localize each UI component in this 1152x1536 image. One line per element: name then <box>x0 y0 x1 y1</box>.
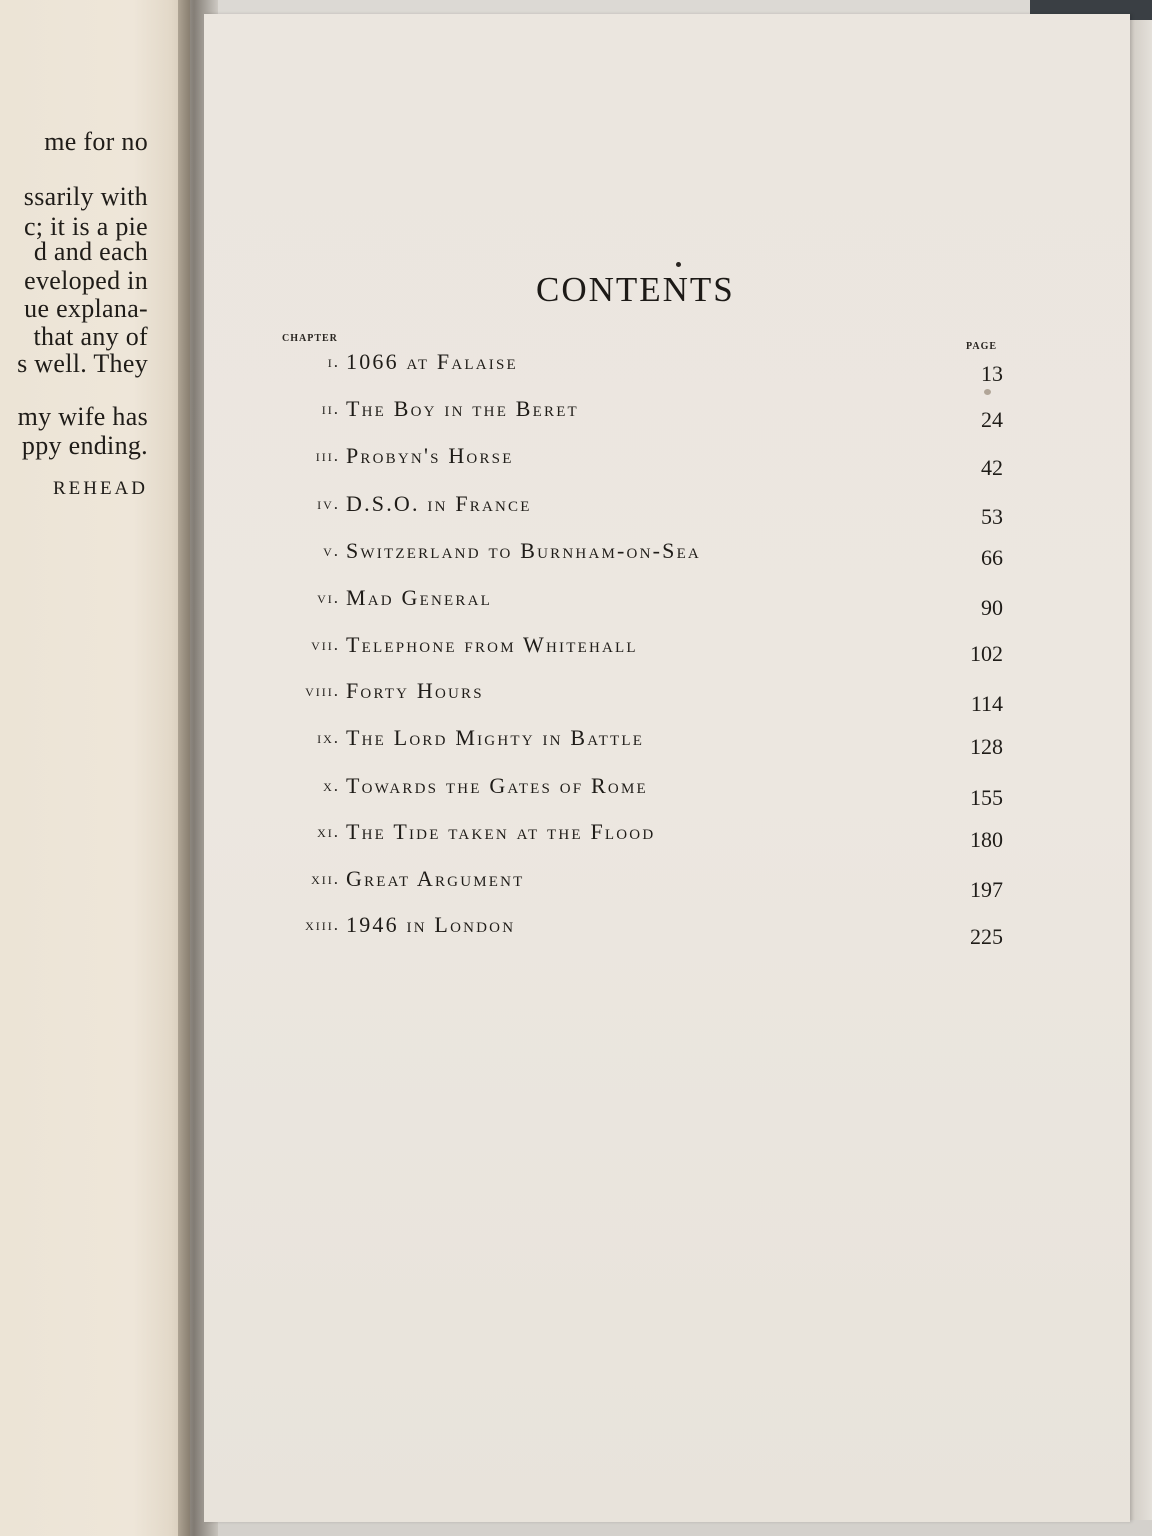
toc-page-number: 90 <box>981 595 1003 620</box>
toc-chapter-title: The Boy in the Beret <box>346 396 579 421</box>
toc-chapter-number: v. <box>323 541 340 560</box>
toc-chapter-title: Mad General <box>346 585 492 610</box>
toc-chapter-title: Great Argument <box>346 866 525 891</box>
toc-page-number: 197 <box>970 877 1003 902</box>
toc-page-number: 180 <box>970 827 1003 852</box>
left-page-signature: REHEAD <box>52 478 148 499</box>
toc-chapter-title: Probyn's Horse <box>346 443 514 468</box>
toc-chapter-number: xi. <box>317 822 340 841</box>
left-page-line: me for no <box>44 127 148 156</box>
left-page-line: c; it is a pie <box>23 212 148 241</box>
toc-chapter-title: D.S.O. in France <box>346 491 532 516</box>
toc-page-number: 225 <box>970 924 1003 949</box>
toc-page-number: 128 <box>970 734 1003 759</box>
right-page <box>204 14 1130 1522</box>
page-column-label: PAGE <box>966 341 998 352</box>
left-page <box>0 0 190 1536</box>
toc-page-number: 42 <box>981 455 1003 480</box>
ink-dot <box>676 262 681 267</box>
left-page-line: ue explana- <box>24 294 148 323</box>
toc-chapter-title: 1066 at Falaise <box>346 349 518 374</box>
chapter-column-label: CHAPTER <box>282 333 338 344</box>
toc-chapter-number: vi. <box>317 588 340 607</box>
contents-title: CONTENTS <box>536 270 735 309</box>
toc-chapter-title: 1946 in London <box>346 912 516 937</box>
toc-chapter-number: viii. <box>305 681 340 700</box>
left-page-line: my wife has <box>17 402 148 431</box>
foxing-spot <box>984 389 991 395</box>
toc-chapter-number: xiii. <box>305 915 340 934</box>
toc-page-number: 24 <box>981 407 1003 432</box>
toc-chapter-title: Forty Hours <box>346 678 484 703</box>
toc-chapter-number: iv. <box>317 494 340 513</box>
toc-page-number: 53 <box>981 504 1003 529</box>
left-page-line: d and each <box>33 237 148 266</box>
toc-chapter-title: Switzerland to Burnham-on-Sea <box>346 538 701 563</box>
toc-chapter-title: The Tide taken at the Flood <box>346 819 656 844</box>
left-page-line: ppy ending. <box>21 431 148 460</box>
toc-page-number: 114 <box>970 691 1003 716</box>
left-page-line: ssarily with <box>23 182 148 211</box>
toc-chapter-number: i. <box>327 352 340 371</box>
toc-page-number: 13 <box>981 361 1003 386</box>
toc-chapter-number: ix. <box>317 728 340 747</box>
toc-chapter-title: Towards the Gates of Rome <box>346 773 648 798</box>
toc-chapter-title: The Lord Mighty in Battle <box>346 725 645 750</box>
page-stack-edge <box>1128 20 1152 1520</box>
toc-chapter-title: Telephone from Whitehall <box>346 632 638 657</box>
left-page-line: s well. They <box>17 349 148 378</box>
toc-page-number: 102 <box>970 641 1003 666</box>
toc-chapter-number: xii. <box>311 869 340 888</box>
toc-chapter-number: iii. <box>315 446 340 465</box>
toc-chapter-number: ii. <box>321 399 340 418</box>
left-page-line: eveloped in <box>24 266 148 295</box>
toc-chapter-number: x. <box>323 776 340 795</box>
toc-chapter-number: vii. <box>311 635 340 654</box>
toc-page-number: 155 <box>970 785 1003 810</box>
toc-page-number: 66 <box>981 545 1003 570</box>
left-page-line: that any of <box>33 322 148 351</box>
